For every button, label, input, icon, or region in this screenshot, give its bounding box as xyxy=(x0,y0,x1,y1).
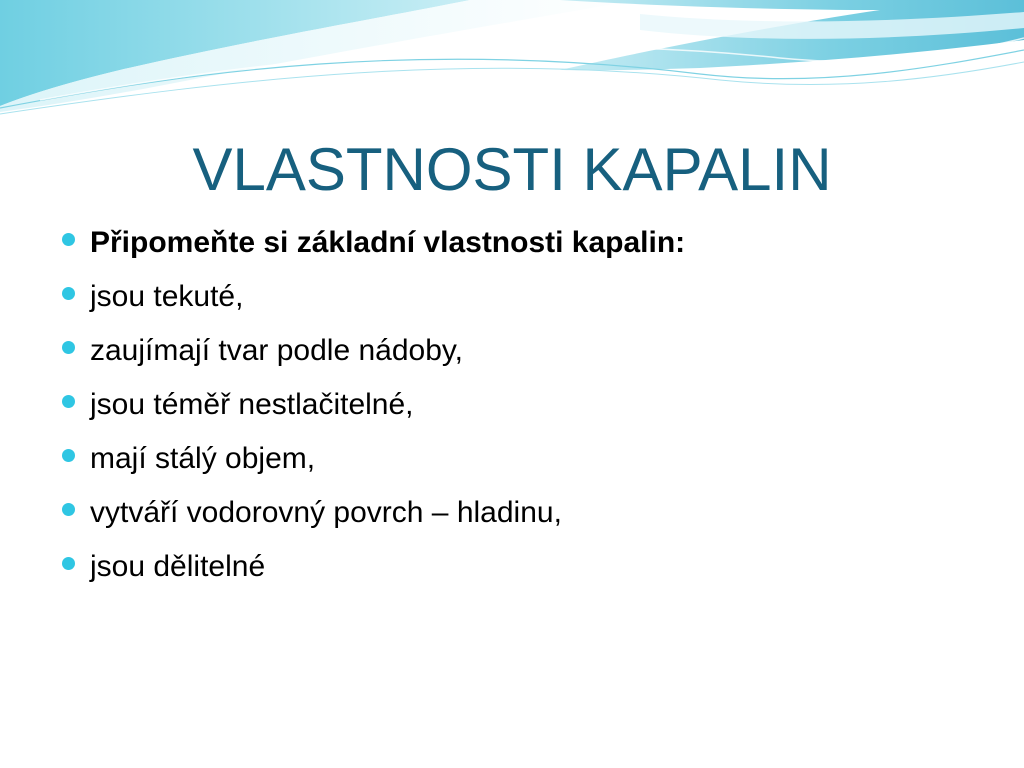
bullet-dot-icon xyxy=(62,503,75,516)
bullet-dot-icon xyxy=(62,449,75,462)
slide-title: VLASTNOSTI KAPALIN xyxy=(192,136,832,203)
bullet-dot-icon xyxy=(62,557,75,570)
bullet-dot-icon xyxy=(62,395,75,408)
bullet-text: jsou téměř nestlačitelné, xyxy=(90,388,414,421)
bullet-item xyxy=(62,324,982,378)
bullet-item xyxy=(62,378,982,432)
bullet-dot-icon xyxy=(62,341,75,354)
bullet-text: vytváří vodorovný povrch – hladinu, xyxy=(90,496,562,529)
bullet-dot-icon xyxy=(62,233,75,246)
bullet-item xyxy=(62,486,982,540)
bullet-text: jsou tekuté, xyxy=(90,280,244,313)
bullet-dot-icon xyxy=(62,287,75,300)
header-wave-decoration xyxy=(0,0,1024,130)
bullet-list xyxy=(62,216,982,594)
bullet-item xyxy=(62,216,982,270)
bullet-text: jsou dělitelné xyxy=(90,550,266,583)
bullet-item xyxy=(62,432,982,486)
bullet-text: mají stálý objem, xyxy=(90,442,316,475)
bullet-item xyxy=(62,270,982,324)
bullet-item xyxy=(62,540,982,594)
bullet-text: Připomeňte si základní vlastnosti kapalin: xyxy=(90,226,686,259)
bullet-text: zaujímají tvar podle nádoby, xyxy=(90,334,463,367)
